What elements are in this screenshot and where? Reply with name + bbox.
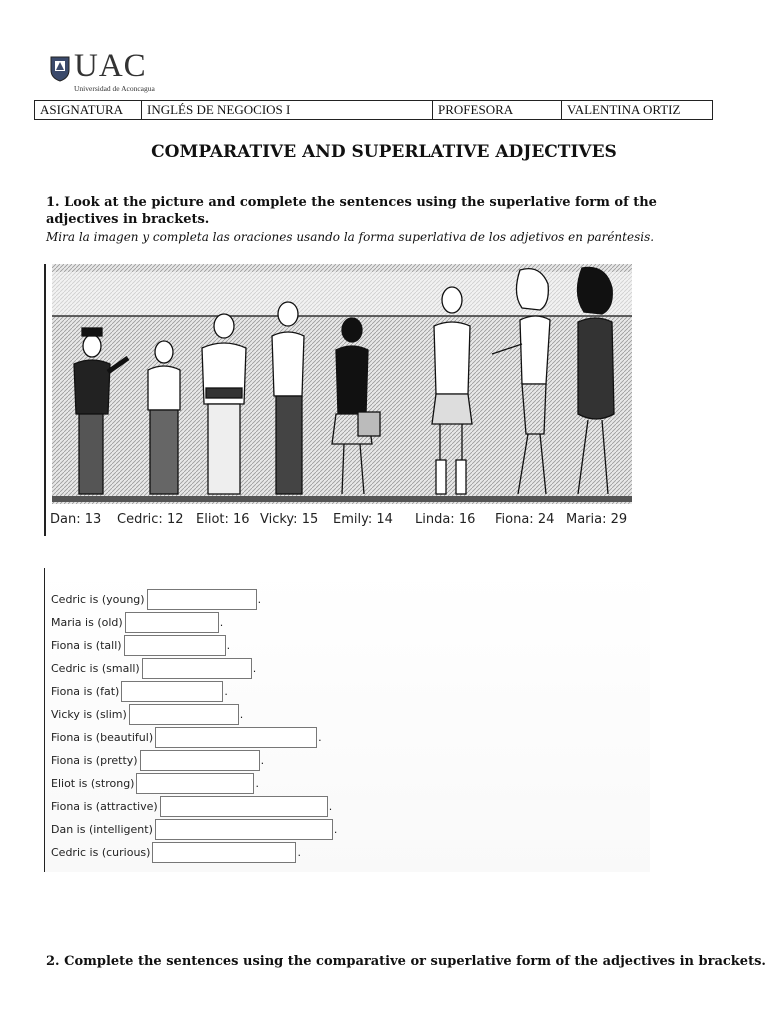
sentence-prompt: Fiona is (pretty) [51, 753, 138, 767]
age-label-linda: Linda: 16 [415, 512, 476, 527]
sentence-period: . [260, 753, 265, 767]
sentence-period: . [219, 615, 224, 629]
subject-value: INGLÉS DE NEGOCIOS I [142, 101, 433, 120]
sentence-prompt: Fiona is (attractive) [51, 799, 158, 813]
age-label-fiona: Fiona: 24 [495, 512, 555, 527]
people-illustration [44, 264, 632, 536]
sentence-prompt: Cedric is (curious) [51, 845, 151, 859]
university-name: Universidad de Aconcagua [74, 84, 155, 93]
sentence-prompt: Vicky is (slim) [51, 707, 127, 721]
answer-field[interactable] [140, 750, 260, 771]
exercise1-instruction: 1. Look at the picture and complete the sentences using the superlative form of the adjectives in brackets. [46, 195, 657, 227]
sentence-prompt: Fiona is (tall) [51, 638, 122, 652]
sentence-row [51, 726, 322, 748]
teacher-value: VALENTINA ORTIZ [562, 101, 713, 120]
answer-field[interactable] [124, 635, 226, 656]
sentence-prompt: Fiona is (beautiful) [51, 730, 154, 744]
sentence-row [51, 680, 228, 702]
answer-field[interactable] [121, 681, 223, 702]
sentence-prompt: Cedric is (young) [51, 592, 145, 606]
exercise1-instruction-es: Mira la imagen y completa las oraciones usando la forma superlativa de los adjetivos en paréntesis. [46, 230, 655, 244]
sentence-period: . [328, 799, 333, 813]
crest-icon [50, 56, 70, 82]
answer-field[interactable] [136, 773, 254, 794]
sentence-prompt: Dan is (intelligent) [51, 822, 153, 836]
sentence-row [51, 657, 256, 679]
subject-label: ASIGNATURA [35, 101, 142, 120]
age-label-vicky: Vicky: 15 [260, 512, 319, 527]
sentence-period: . [255, 776, 259, 790]
answer-field[interactable] [125, 612, 219, 633]
sentence-prompt: Eliot is (strong) [51, 776, 135, 790]
age-label-dan: Dan: 13 [50, 512, 102, 527]
sentence-row [51, 588, 261, 610]
sentence-row [51, 772, 259, 794]
age-label-eliot: Eliot: 16 [196, 512, 250, 527]
sentence-row [51, 703, 243, 725]
sentence-period: . [297, 845, 301, 859]
answer-field[interactable] [155, 727, 317, 748]
age-label-maria: Maria: 29 [566, 512, 628, 527]
sentence-prompt: Cedric is (small) [51, 661, 140, 675]
sentence-row [51, 795, 332, 817]
sentence-row [51, 749, 264, 771]
exercise2-instruction: 2. Complete the sentences using the comparative or superlative form of the adjectives in brackets. [46, 954, 766, 969]
sentence-prompt: Fiona is (fat) [51, 684, 120, 698]
answer-field[interactable] [129, 704, 239, 725]
sentence-period: . [257, 592, 262, 606]
answer-field[interactable] [160, 796, 328, 817]
sentence-period: . [239, 707, 244, 721]
sentence-period: . [252, 661, 257, 675]
sentence-period: . [318, 730, 322, 744]
age-label-cedric: Cedric: 12 [117, 512, 184, 527]
sentence-row [51, 634, 230, 656]
sentence-row [51, 841, 301, 863]
age-label-emily: Emily: 14 [333, 512, 393, 527]
answer-field[interactable] [152, 842, 296, 863]
page-title: COMPARATIVE AND SUPERLATIVE ADJECTIVES [151, 142, 617, 162]
sentence-period: . [226, 638, 231, 652]
sentence-row [51, 818, 337, 840]
sentence-prompt: Maria is (old) [51, 615, 123, 629]
teacher-label: PROFESORA [433, 101, 562, 120]
sentence-row [51, 611, 223, 633]
sentence-period: . [224, 684, 228, 698]
people-lineup-image [52, 264, 632, 536]
answer-field[interactable] [147, 589, 257, 610]
answer-field[interactable] [142, 658, 252, 679]
exercise1-sentences [44, 568, 650, 872]
sentence-period: . [333, 822, 338, 836]
course-info-table [34, 100, 713, 120]
answer-field[interactable] [155, 819, 333, 840]
logo-text: UAC [74, 48, 147, 84]
